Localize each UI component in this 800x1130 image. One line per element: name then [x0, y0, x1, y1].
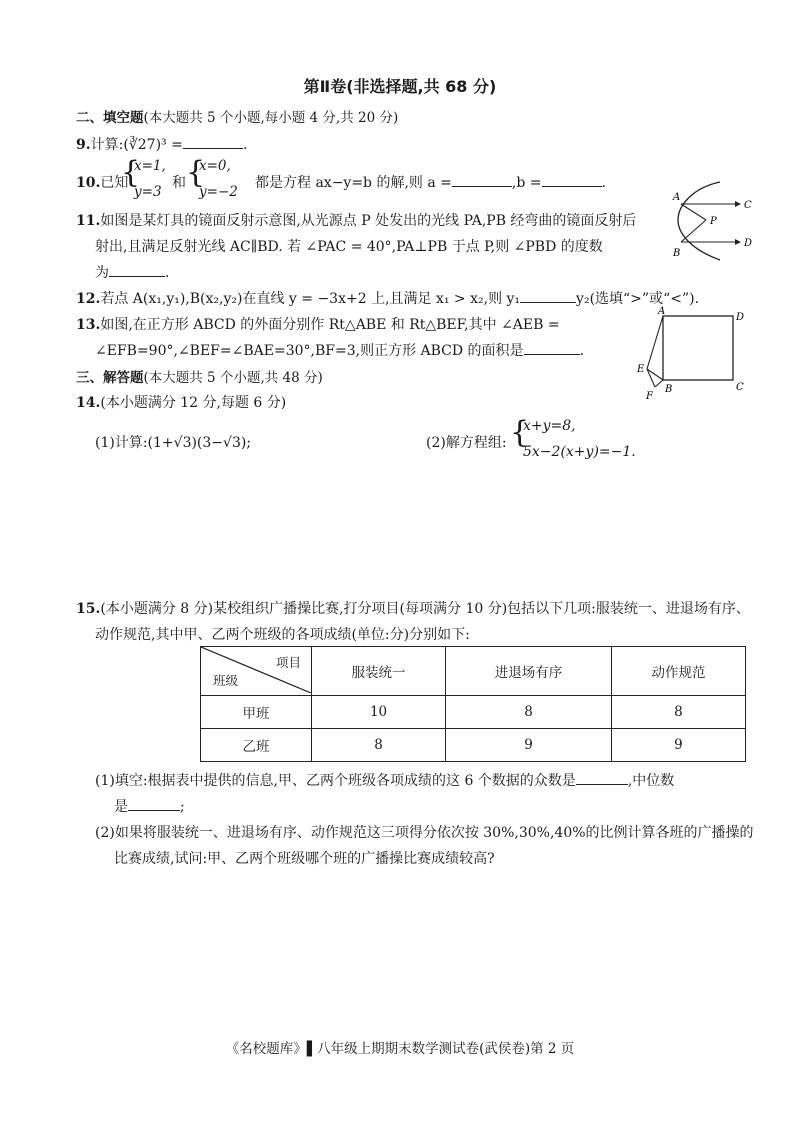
q10-mid: 和: [172, 175, 186, 191]
q9-text: 计算:(: [90, 137, 129, 153]
corner-top-label: 项目: [275, 655, 301, 670]
brace-icon: {: [510, 415, 530, 450]
page-title: 第Ⅱ卷(非选择题,共 68 分): [303, 77, 497, 96]
section-note: (本大题共 5 个小题,共 48 分): [143, 370, 323, 386]
answer-blank[interactable]: [183, 136, 243, 149]
question-14: [76, 392, 286, 412]
label-b: B: [665, 384, 673, 395]
q13-line1: 如图,在正方形 ABCD 的外面分别作 Rt△ABE 和 Rt△BEF,其中 ∠AEB =: [100, 317, 560, 333]
q15-part-1-line-2: [114, 796, 185, 816]
label-c: C: [736, 382, 744, 393]
q15-part-2-line-1: (2)如果将服装统一、进退场有序、动作规范这三项得分依次按 30%,30%,40%的比例计算各班的广播操的: [95, 825, 754, 841]
q11-line1: 如图是某灯具的镜面反射示意图,从光源点 P 处发出的光线 PA,PB 经弯曲的镜面反射后: [100, 213, 637, 229]
corner-bottom-label: 班级: [213, 673, 239, 688]
arrow-icon: [735, 201, 741, 207]
label-a: A: [658, 306, 666, 317]
question-12: [76, 288, 699, 308]
figure-square-triangles: [636, 306, 748, 400]
question-number: 15.: [76, 601, 101, 617]
table-corner-cell: [201, 647, 312, 696]
table-cell: 10: [312, 696, 446, 729]
q10-system-1-eq1: x=1,: [134, 158, 166, 174]
q10-post: 都是方程 ax−y=b 的解,则 a =: [255, 175, 452, 191]
question-number: 9.: [76, 137, 91, 153]
table-cell: 8: [446, 696, 612, 729]
q9-radical: ∛27: [128, 137, 156, 153]
ray-pa: [681, 204, 706, 220]
table-cell: 9: [446, 729, 612, 762]
q10-system-2-eq1: x=0,: [199, 158, 231, 174]
figure-mirror-reflection: [640, 178, 752, 264]
label-e: E: [637, 364, 645, 375]
q12-post: y₂(选填“>”或“<”).: [576, 291, 700, 307]
q14-part-2: (2)解方程组:: [426, 435, 507, 451]
label-f: F: [646, 391, 653, 400]
answer-blank-median[interactable]: [128, 798, 180, 811]
answer-blank-mode[interactable]: [576, 772, 628, 785]
q13-line2: ∠EFB=90°,∠BEF=∠BAE=30°,BF=3,则正方形 ABCD 的面积是: [95, 343, 524, 359]
answer-blank[interactable]: [524, 342, 580, 355]
answer-blank[interactable]: [520, 290, 576, 303]
q11-end: .: [165, 265, 170, 281]
table-header: 动作规范: [611, 647, 745, 696]
page-footer: 《名校题库》▌八年级上期期末数学测试卷(武侯卷)第 2 页: [225, 1041, 575, 1057]
label-d: D: [736, 312, 745, 323]
q10-system-2-eq2: y=−2: [199, 184, 238, 200]
table-cell: 8: [312, 729, 446, 762]
ray-pb: [681, 220, 706, 242]
row-label: 甲班: [201, 696, 312, 729]
table-header: 服装统一: [312, 647, 446, 696]
question-11-line-1: [76, 210, 636, 230]
q14-eq2: 5x−2(x+y)=−1.: [523, 444, 636, 460]
table-cell: 8: [611, 696, 745, 729]
answer-blank-a[interactable]: [452, 174, 512, 187]
q15a-line1: (1)填空:根据表中提供的信息,甲、乙两个班级各项成绩的这 6 个数据的众数是: [95, 773, 576, 789]
q15-line1: (本小题满分 8 分)某校组织广播操比赛,打分项目(每项满分 10 分)包括以下几项:服装统一、进退场有序、: [100, 601, 750, 617]
q12-text: 若点 A(x₁,y₁),B(x₂,y₂)在直线 y = −3x+2 上,且满足 x₁ > x₂,则 y₁: [100, 291, 521, 307]
table-header: 进退场有序: [446, 647, 612, 696]
label-c: C: [744, 200, 752, 211]
answer-blank-b[interactable]: [542, 174, 602, 187]
question-number: 10.: [76, 175, 101, 191]
brace-icon: {: [186, 155, 206, 190]
q14-eq1: x+y=8,: [523, 418, 576, 434]
question-number: 12.: [76, 291, 101, 307]
answer-blank[interactable]: [109, 264, 165, 277]
q15-part-1-line-1: [95, 770, 674, 790]
question-15-line-2: 动作规范,其中甲、乙两个班级的各项成绩(单位:分)分别如下:: [95, 627, 470, 643]
q10-mid2: ,b =: [511, 175, 542, 191]
question-9: [76, 134, 247, 154]
question-number: 14.: [76, 395, 101, 411]
table-cell: 9: [611, 729, 745, 762]
q15a-end: ;: [180, 799, 185, 815]
label-a: A: [673, 192, 681, 203]
section-heading-solutions: [76, 366, 323, 386]
q14-note: (本小题满分 12 分,每题 6 分): [100, 395, 287, 411]
q15-part-2-line-2: 比赛成绩,试问:甲、乙两个班级哪个班的广播操比赛成绩较高?: [114, 851, 495, 867]
q14-part-1: (1)计算:(1+√3)(3−√3);: [95, 435, 252, 451]
q9-end: .: [242, 137, 248, 153]
score-table: [200, 646, 746, 762]
label-p: P: [710, 216, 717, 227]
section-heading-fill-blank: [76, 106, 398, 126]
question-13-line-1: [76, 314, 560, 334]
section-note: (本大题共 5 个小题,每小题 4 分,共 20 分): [143, 110, 399, 126]
q11-line3: 为: [95, 265, 109, 281]
square-abcd: [663, 316, 733, 380]
question-13-line-2: [95, 340, 584, 360]
q10-tail: [255, 172, 606, 192]
section-title: 二、填空题: [76, 110, 144, 126]
label-d: D: [744, 238, 752, 249]
arrow-icon: [735, 239, 741, 245]
question-11-line-2: 射出,且满足反射光线 AC∥BD. 若 ∠PAC = 40°,PA⊥PB 于点 P,则 ∠PBD 的度数: [95, 239, 603, 255]
q15a-mid: ,中位数: [627, 773, 675, 789]
q15a-line2: 是: [114, 799, 128, 815]
segment-fb: [655, 380, 663, 387]
row-label: 乙班: [201, 729, 312, 762]
segment-ae: [647, 316, 663, 369]
q10-system-1-eq2: y=3: [134, 184, 162, 200]
q10-end: .: [601, 175, 606, 191]
q9-post: )³ =: [155, 137, 183, 153]
table-header-row: [201, 647, 746, 696]
section-title: 三、解答题: [76, 370, 144, 386]
label-b: B: [673, 248, 681, 259]
brace-icon: {: [121, 155, 141, 190]
question-number: 11.: [76, 213, 101, 229]
table-row: [201, 696, 746, 729]
question-11-line-3: [95, 262, 169, 282]
q13-end: .: [579, 343, 585, 359]
question-number: 13.: [76, 317, 101, 333]
question-15-line-1: [76, 598, 750, 618]
q10-pre: 已知: [100, 175, 129, 191]
table-row: [201, 729, 746, 762]
